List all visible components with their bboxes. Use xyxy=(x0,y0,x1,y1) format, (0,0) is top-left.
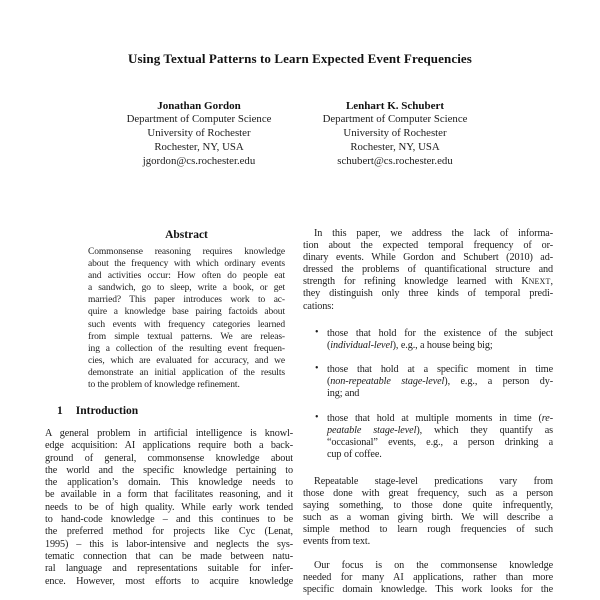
bullet-item-repeatable xyxy=(303,413,553,461)
text-line: Commonsense reasoning requires knowledge xyxy=(88,247,285,257)
text-line: such events with frequency categories learned xyxy=(88,319,285,330)
text-line: those that hold at multiple moments in time (re- xyxy=(327,413,553,424)
text-line: the preferred method for projects like Cyc (Lenat, xyxy=(45,526,293,538)
text-line: 1995) – this is labor-intensive and neglects the sys- xyxy=(45,538,293,550)
text-line: Rochester, NY, USA xyxy=(154,140,244,153)
text-line: events from text. xyxy=(303,536,371,548)
author-name: Lenhart K. Schubert xyxy=(345,100,445,112)
text-line: ground of general, commonsense knowledge about xyxy=(45,452,293,464)
bullet-text xyxy=(327,328,553,352)
right-column-paragraph-2 xyxy=(303,476,553,549)
text-line: and activities occur: How often do people eat xyxy=(88,271,285,282)
text-line: demonstrate an initial application of the results xyxy=(88,367,285,378)
text-line: University of Rochester xyxy=(147,126,251,139)
text-line: needed for many AI applications, rather than more xyxy=(303,572,553,584)
bullet-icon: • xyxy=(315,327,319,338)
text-line: cations: xyxy=(303,300,334,312)
text-line: needs to be of high quality. While early work tended xyxy=(45,501,293,513)
text-line: ence. However, most efforts to acquire knowledge xyxy=(45,575,293,587)
text-line: peatable stage-level), which they quantify as xyxy=(327,425,554,437)
text-line: tematic connection that can be made between natu- xyxy=(45,550,293,562)
right-column-paragraph-3 xyxy=(303,560,553,596)
text-line: edge acquisition: AI applications require both a back- xyxy=(45,440,293,452)
text-line: be available in a form that facilitates reasoning, and it xyxy=(45,489,293,501)
text-line: “occasional” events, e.g., a person drinking a xyxy=(327,437,553,449)
text-line: Our focus is on the commonsense knowledge xyxy=(314,560,553,571)
text-line: tion about the expected temporal frequency of or- xyxy=(303,240,553,252)
text-line: In this paper, we address the lack of informa- xyxy=(314,228,553,239)
text-line: A general problem in artificial intelligence is knowl- xyxy=(45,428,293,439)
text-line: saying something, to those done quite infrequently, xyxy=(303,500,553,512)
text-line: ing a collection of the resulting event frequen- xyxy=(88,343,285,354)
text-line: the world and the specific knowledge pertaining to xyxy=(45,464,293,476)
text-line: such as a woman giving birth. We will describe a xyxy=(303,512,553,524)
abstract-heading: Abstract xyxy=(165,229,208,241)
author-affiliation xyxy=(285,113,505,169)
text-line: quire a knowledge base pairing factoids about xyxy=(88,307,285,318)
text-line: they distinguish only three kinds of temporal predi- xyxy=(303,288,553,300)
text-line: Repeatable stage-level predications vary from xyxy=(314,476,553,487)
text-line: specific domain knowledge. This work looks for the xyxy=(303,584,553,596)
bullet-icon: • xyxy=(315,363,319,374)
author-affiliation xyxy=(89,113,309,169)
text-line: cies, which are evaluated for accuracy, and we xyxy=(88,355,285,366)
bullet-item-individual-level xyxy=(303,328,553,352)
text-line: married? This paper introduces work to ac- xyxy=(88,295,285,306)
bullet-item-non-repeatable xyxy=(303,364,553,400)
text-line: a sandwich, go to sleep, write a book, or get xyxy=(88,283,285,294)
introduction-paragraph xyxy=(45,428,293,588)
text-line: (individual-level), e.g., a house being big; xyxy=(327,340,493,352)
bullet-icon: • xyxy=(315,412,319,423)
author-name: Jonathan Gordon xyxy=(157,100,241,112)
text-line: dinary events. While Gordon and Schubert (2010) ad- xyxy=(303,252,553,264)
text-line: strength for refining knowledge learned with KNEXT, xyxy=(303,276,553,288)
text-line: dressed the problems of quantificational structure and xyxy=(303,264,553,276)
text-line: ral language and representations suitable for infer- xyxy=(45,563,293,575)
abstract-body xyxy=(88,246,285,391)
bullet-text xyxy=(327,413,553,461)
text-line: to the problem of knowledge refinement. xyxy=(88,380,240,391)
section-heading-introduction xyxy=(57,405,138,417)
section-number: 1 xyxy=(57,405,63,417)
text-line: the application’s domain. This knowledge needs to xyxy=(45,477,293,489)
text-line: ing; and xyxy=(327,388,360,400)
text-line: University of Rochester xyxy=(343,126,447,139)
text-line: Department of Computer Science xyxy=(126,113,272,125)
bullet-text xyxy=(327,364,553,400)
author-block-gordon xyxy=(89,99,309,169)
text-line: from simple textual patterns. We are releas- xyxy=(88,331,285,342)
text-line: simple method to learn rough frequencies of such xyxy=(303,524,553,536)
text-line: cup of coffee. xyxy=(327,449,382,461)
text-line: about the frequency with which ordinary events xyxy=(88,259,285,270)
text-line: Department of Computer Science xyxy=(322,113,468,125)
text-line: schubert@cs.rochester.edu xyxy=(337,154,453,167)
author-block-schubert xyxy=(285,99,505,169)
right-column-paragraph-1 xyxy=(303,228,553,313)
text-line: Rochester, NY, USA xyxy=(350,140,440,153)
text-line: those that hold for the existence of the subject xyxy=(327,328,553,339)
text-line: jgordon@cs.rochester.edu xyxy=(142,154,256,167)
section-title: Introduction xyxy=(75,405,139,417)
text-line: (non-repeatable stage-level), e.g., a person dy- xyxy=(327,376,554,388)
text-line: those done with great frequency, such as a person xyxy=(303,488,553,500)
text-line: to hand-code knowledge – and this continues to be xyxy=(45,514,293,526)
text-line: those that hold at a specific moment in time xyxy=(327,364,553,375)
paper-title: Using Textual Patterns to Learn Expected Event Frequencies xyxy=(128,51,472,66)
